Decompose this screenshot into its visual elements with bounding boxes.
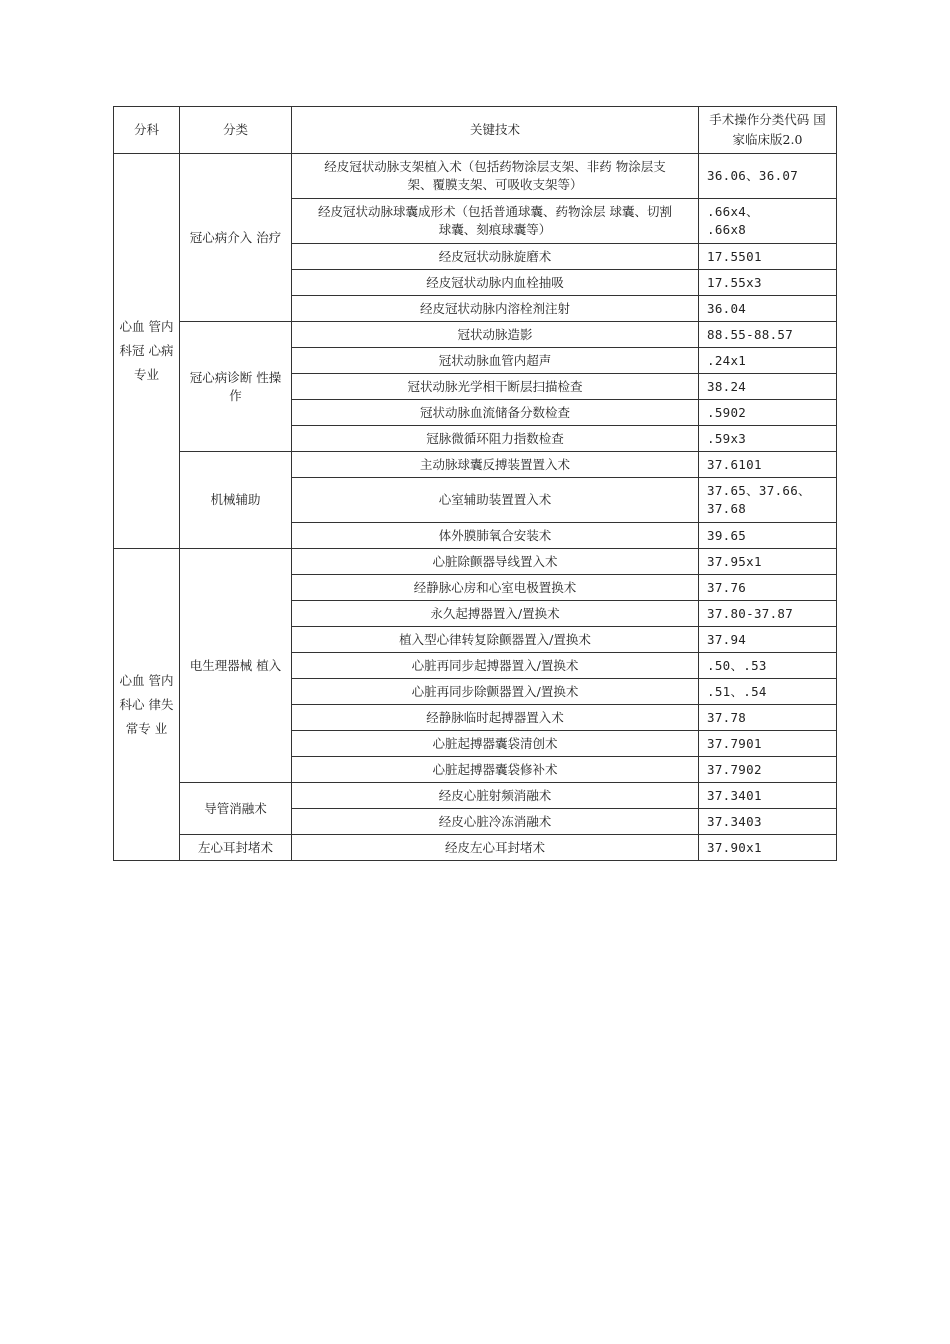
tech-line: 冠状动脉血管内超声 [438, 352, 552, 368]
code-cell [699, 426, 837, 452]
dept-line: 专业 [133, 367, 159, 382]
tech-cell [292, 549, 699, 575]
code-cell [699, 374, 837, 400]
code-line: 37.94 [707, 631, 747, 647]
tech-line: 心脏除颤器导线置入术 [432, 553, 558, 569]
tech-line: 心脏再同步除颤器置入/置换术 [411, 683, 579, 699]
tech-line: 体外膜肺氧合安装术 [438, 527, 552, 543]
table-row [114, 783, 837, 809]
tech-cell [292, 244, 699, 270]
code-cell [699, 653, 837, 679]
tech-cell [292, 835, 699, 861]
tech-cell [292, 154, 699, 199]
code-line: .24x1 [707, 352, 747, 368]
code-line: 37.78 [707, 709, 747, 725]
tech-line: 经皮冠状动脉内血栓抽吸 [426, 274, 564, 290]
tech-line: 经皮冠状动脉内溶栓剂注射 [419, 300, 570, 316]
table-row [114, 322, 837, 348]
tech-line: 主动脉球囊反搏装置置入术 [419, 456, 570, 472]
code-cell [699, 705, 837, 731]
code-cell [699, 783, 837, 809]
tech-line: 经皮左心耳封堵术 [444, 839, 545, 855]
tech-cell [292, 731, 699, 757]
code-cell [699, 835, 837, 861]
dept-cell [114, 549, 180, 861]
code-line: .59x3 [707, 430, 747, 446]
code-line: 37.3403 [707, 813, 762, 829]
code-line: 37.7901 [707, 735, 762, 751]
header-dept: 分科 [114, 107, 180, 154]
code-cell [699, 199, 837, 244]
tech-cell [292, 296, 699, 322]
table-body [114, 154, 837, 861]
header-code-line2: 家临床版2.0 [732, 132, 803, 147]
code-cell [699, 244, 837, 270]
tech-line: 球囊、刻痕球囊等） [438, 222, 552, 237]
code-line: 37.3401 [707, 787, 762, 803]
tech-cell [292, 426, 699, 452]
code-line: 37.65、37.66、 [707, 483, 811, 498]
tech-line: 经皮冠状动脉旋磨术 [438, 248, 552, 264]
table-row [114, 452, 837, 478]
code-cell [699, 549, 837, 575]
tech-cell [292, 400, 699, 426]
code-cell [699, 523, 837, 549]
dept-cell [114, 154, 180, 549]
code-cell [699, 348, 837, 374]
table-row [114, 549, 837, 575]
header-code-line1: 手术操作分类代码 国 [709, 112, 826, 127]
header-tech: 关键技术 [292, 107, 699, 154]
code-line: 37.7902 [707, 761, 762, 777]
table-row [114, 835, 837, 861]
tech-cell [292, 199, 699, 244]
tech-line: 心室辅助装置置入术 [438, 492, 552, 507]
code-cell [699, 478, 837, 523]
code-line: .66x8 [707, 222, 747, 237]
category-cell: 电生理器械 植入 [180, 549, 292, 783]
tech-line: 冠脉微循环阻力指数检查 [426, 430, 564, 446]
tech-line: 架、覆膜支架、可吸收支架等） [407, 177, 583, 192]
category-cell: 机械辅助 [180, 452, 292, 549]
tech-cell [292, 679, 699, 705]
tech-cell [292, 270, 699, 296]
tech-line: 经皮冠状动脉球囊成形术（包括普通球囊、药物涂层 球囊、切割 [318, 204, 672, 219]
tech-cell [292, 575, 699, 601]
tech-cell [292, 601, 699, 627]
code-line: 17.5501 [707, 248, 762, 264]
code-line: 17.55x3 [707, 274, 762, 290]
code-cell [699, 452, 837, 478]
code-line: .50、.53 [707, 657, 767, 673]
code-cell [699, 154, 837, 199]
tech-line: 经静脉心房和心室电极置换术 [413, 579, 577, 595]
table-header [114, 107, 837, 154]
tech-cell [292, 523, 699, 549]
code-line: 38.24 [707, 378, 747, 394]
dept-line: 心血 管内 [119, 319, 174, 334]
dept-line: 科心 律失 [119, 696, 174, 712]
tech-line: 心脏起搏器囊袋清创术 [432, 735, 558, 751]
tech-line: 冠状动脉造影 [457, 326, 533, 342]
code-cell [699, 400, 837, 426]
tech-cell [292, 348, 699, 374]
code-line: .5902 [707, 404, 747, 420]
code-line: 88.55-88.57 [707, 326, 794, 342]
code-line: 36.06、36.07 [707, 168, 799, 183]
category-cell: 导管消融术 [180, 783, 292, 835]
code-line: 37.90x1 [707, 839, 762, 855]
tech-line: 经皮心脏冷冻消融术 [438, 813, 552, 829]
category-cell: 冠心病诊断 性操作 [180, 322, 292, 452]
dept-line: 科冠 心病 [119, 343, 174, 358]
code-cell [699, 679, 837, 705]
code-line: 37.6101 [707, 456, 762, 472]
table-row [114, 154, 837, 199]
tech-cell [292, 757, 699, 783]
code-line: .51、.54 [707, 683, 767, 699]
header-row [114, 107, 837, 154]
tech-cell [292, 452, 699, 478]
header-category: 分类 [180, 107, 292, 154]
code-cell [699, 270, 837, 296]
tech-cell [292, 627, 699, 653]
code-cell [699, 322, 837, 348]
code-line: 37.76 [707, 579, 747, 595]
code-cell [699, 296, 837, 322]
category-cell: 冠心病介入 治疗 [180, 154, 292, 322]
tech-cell [292, 374, 699, 400]
code-cell [699, 809, 837, 835]
tech-line: 心脏再同步起搏器置入/置换术 [411, 657, 579, 673]
tech-cell [292, 653, 699, 679]
tech-line: 经静脉临时起搏器置入术 [426, 709, 564, 725]
code-cell [699, 601, 837, 627]
tech-cell [292, 478, 699, 523]
code-line: 37.95x1 [707, 553, 762, 569]
tech-cell [292, 322, 699, 348]
dept-line: 心血 管内 [119, 672, 174, 688]
tech-line: 经皮心脏射频消融术 [438, 787, 552, 803]
tech-line: 冠状动脉光学相干断层扫描检查 [407, 378, 583, 394]
tech-cell [292, 783, 699, 809]
code-line: 36.04 [707, 300, 747, 316]
dept-line: 常专 业 [125, 720, 168, 736]
code-cell [699, 575, 837, 601]
header-code [699, 107, 837, 154]
code-cell [699, 627, 837, 653]
tech-line: 冠状动脉血流储备分数检查 [419, 404, 570, 420]
category-cell: 左心耳封堵术 [180, 835, 292, 861]
tech-cell [292, 705, 699, 731]
code-line: 37.80-37.87 [707, 605, 794, 621]
tech-line: 植入型心律转复除颤器置入/置换术 [399, 631, 591, 647]
code-line: .66x4、 [707, 204, 759, 219]
tech-line: 心脏起搏器囊袋修补术 [432, 761, 558, 777]
code-line: 37.68 [707, 501, 747, 516]
code-cell [699, 757, 837, 783]
procedure-table [113, 106, 837, 861]
code-line: 39.65 [707, 527, 747, 543]
tech-cell [292, 809, 699, 835]
tech-line: 永久起搏器置入/置换术 [430, 605, 560, 621]
tech-line: 经皮冠状动脉支架植入术（包括药物涂层支架、非药 物涂层支 [324, 159, 666, 174]
code-cell [699, 731, 837, 757]
